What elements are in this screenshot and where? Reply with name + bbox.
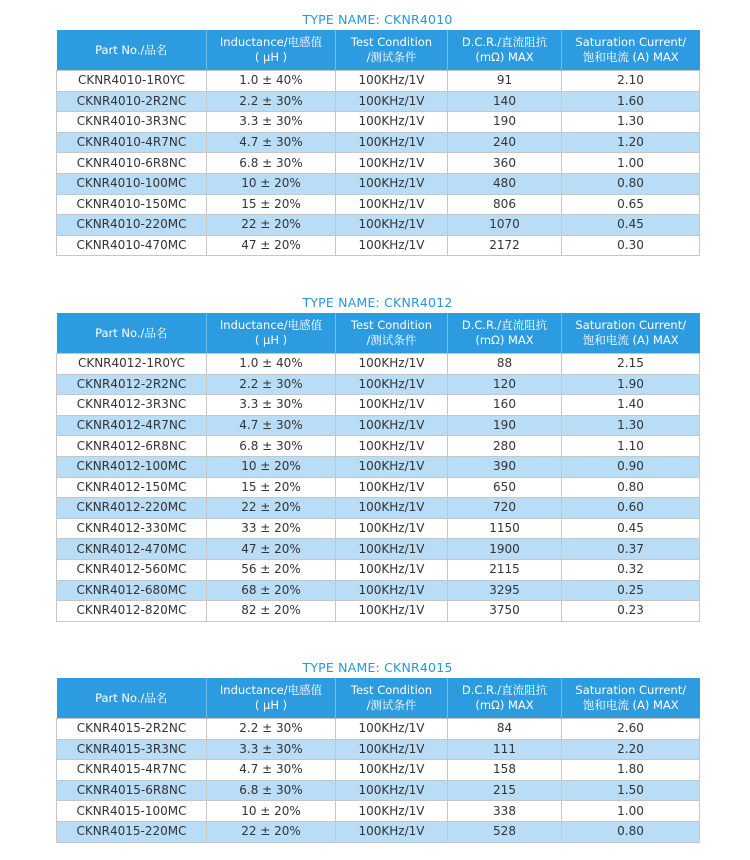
test-condition-cell: 100KHz/1V (336, 601, 448, 622)
header-test-condition-text: Test Condition (350, 683, 433, 697)
test-condition-cell: 100KHz/1V (336, 498, 448, 519)
header-part-no (57, 30, 207, 71)
test-condition-cell: 100KHz/1V (336, 760, 448, 781)
header-test-condition-text: /测试条件 (366, 50, 417, 64)
header-inductance-text: Inductance/电感值 (219, 683, 323, 697)
inductance-cell: 15 ± 20% (207, 477, 336, 498)
header-inductance-text: ( μH ) (254, 50, 288, 64)
table-row (57, 153, 700, 174)
inductance-cell: 3.3 ± 30% (207, 739, 336, 760)
inductance-cell: 2.2 ± 30% (207, 91, 336, 112)
test-condition-cell: 100KHz/1V (336, 354, 448, 375)
test-condition-cell: 100KHz/1V (336, 112, 448, 133)
part-no-cell: CKNR4012-100MC (57, 456, 207, 477)
test-condition-cell: 100KHz/1V (336, 395, 448, 416)
dcr-cell: 1070 (448, 215, 562, 236)
inductance-cell: 82 ± 20% (207, 601, 336, 622)
inductance-cell: 47 ± 20% (207, 539, 336, 560)
saturation-current-cell: 0.37 (562, 539, 700, 560)
saturation-current-cell: 0.23 (562, 601, 700, 622)
test-condition-cell: 100KHz/1V (336, 559, 448, 580)
part-no-cell: CKNR4012-220MC (57, 498, 207, 519)
part-no-cell: CKNR4015-100MC (57, 801, 207, 822)
dcr-cell: 480 (448, 173, 562, 194)
table-row (57, 374, 700, 395)
header-row (57, 30, 700, 71)
saturation-current-cell: 1.30 (562, 112, 700, 133)
part-no-cell: CKNR4010-150MC (57, 194, 207, 215)
header-test-condition-text: /测试条件 (366, 698, 417, 712)
part-no-cell: CKNR4010-1R0YC (57, 71, 207, 92)
inductance-cell: 1.0 ± 40% (207, 354, 336, 375)
saturation-current-cell: 0.90 (562, 456, 700, 477)
header-test-condition-text: Test Condition (350, 318, 433, 332)
header-inductance-text: ( μH ) (254, 333, 288, 347)
header-dcr-text: (mΩ) MAX (475, 698, 534, 712)
part-no-cell: CKNR4015-220MC (57, 821, 207, 842)
table-row (57, 235, 700, 256)
header-saturation-current-text: Saturation Current/ (575, 683, 687, 697)
dcr-cell: 280 (448, 436, 562, 457)
header-test-condition (336, 30, 448, 71)
test-condition-cell: 100KHz/1V (336, 215, 448, 236)
dcr-cell: 88 (448, 354, 562, 375)
saturation-current-cell: 0.45 (562, 518, 700, 539)
dcr-cell: 84 (448, 719, 562, 740)
saturation-current-cell: 1.30 (562, 415, 700, 436)
type-title: TYPE NAME: CKNR4010 (302, 12, 453, 27)
table-row (57, 456, 700, 477)
dcr-cell: 650 (448, 477, 562, 498)
saturation-current-cell: 1.80 (562, 760, 700, 781)
header-dcr (448, 678, 562, 719)
saturation-current-cell: 0.80 (562, 477, 700, 498)
dcr-cell: 240 (448, 132, 562, 153)
table-row (57, 821, 700, 842)
header-test-condition-text: /测试条件 (366, 333, 417, 347)
test-condition-cell: 100KHz/1V (336, 415, 448, 436)
header-dcr-text: (mΩ) MAX (475, 333, 534, 347)
table-row (57, 91, 700, 112)
table-row (57, 354, 700, 375)
table-row (57, 498, 700, 519)
table-row (57, 477, 700, 498)
inductance-cell: 22 ± 20% (207, 498, 336, 519)
inductance-cell: 22 ± 20% (207, 215, 336, 236)
part-no-cell: CKNR4012-150MC (57, 477, 207, 498)
header-part-no-text: Part No./品名 (95, 690, 168, 705)
test-condition-cell: 100KHz/1V (336, 153, 448, 174)
saturation-current-cell: 0.25 (562, 580, 700, 601)
table-row (57, 132, 700, 153)
test-condition-cell: 100KHz/1V (336, 71, 448, 92)
header-inductance (207, 313, 336, 354)
dcr-cell: 215 (448, 780, 562, 801)
dcr-cell: 1150 (448, 518, 562, 539)
dcr-cell: 111 (448, 739, 562, 760)
section-cknr4015 (56, 658, 699, 843)
header-test-condition (336, 678, 448, 719)
table-row (57, 760, 700, 781)
table-row (57, 559, 700, 580)
test-condition-cell: 100KHz/1V (336, 477, 448, 498)
spec-table (56, 678, 700, 843)
table-row (57, 71, 700, 92)
test-condition-cell: 100KHz/1V (336, 780, 448, 801)
test-condition-cell: 100KHz/1V (336, 374, 448, 395)
header-dcr (448, 313, 562, 354)
part-no-cell: CKNR4012-820MC (57, 601, 207, 622)
saturation-current-cell: 1.20 (562, 132, 700, 153)
saturation-current-cell: 0.32 (562, 559, 700, 580)
header-dcr (448, 30, 562, 71)
header-dcr-text: D.C.R./直流阻抗 (461, 683, 548, 697)
saturation-current-cell: 1.60 (562, 91, 700, 112)
part-no-cell: CKNR4010-2R2NC (57, 91, 207, 112)
dcr-cell: 91 (448, 71, 562, 92)
table-row (57, 112, 700, 133)
part-no-cell: CKNR4012-680MC (57, 580, 207, 601)
dcr-cell: 360 (448, 153, 562, 174)
part-no-cell: CKNR4010-470MC (57, 235, 207, 256)
dcr-cell: 390 (448, 456, 562, 477)
inductance-cell: 3.3 ± 30% (207, 112, 336, 133)
test-condition-cell: 100KHz/1V (336, 518, 448, 539)
test-condition-cell: 100KHz/1V (336, 132, 448, 153)
part-no-cell: CKNR4012-560MC (57, 559, 207, 580)
dcr-cell: 3295 (448, 580, 562, 601)
header-dcr-text: D.C.R./直流阻抗 (461, 35, 548, 49)
table-row (57, 194, 700, 215)
test-condition-cell: 100KHz/1V (336, 821, 448, 842)
inductance-cell: 6.8 ± 30% (207, 153, 336, 174)
saturation-current-cell: 1.00 (562, 801, 700, 822)
header-saturation-current-text: 饱和电流 (A) MAX (582, 698, 679, 712)
header-dcr-text: (mΩ) MAX (475, 50, 534, 64)
table-row (57, 739, 700, 760)
saturation-current-cell: 1.90 (562, 374, 700, 395)
part-no-cell: CKNR4015-6R8NC (57, 780, 207, 801)
dcr-cell: 190 (448, 112, 562, 133)
header-inductance (207, 678, 336, 719)
part-no-cell: CKNR4012-1R0YC (57, 354, 207, 375)
part-no-cell: CKNR4015-3R3NC (57, 739, 207, 760)
part-no-cell: CKNR4012-470MC (57, 539, 207, 560)
header-part-no-text: Part No./品名 (95, 42, 168, 57)
test-condition-cell: 100KHz/1V (336, 739, 448, 760)
test-condition-cell: 100KHz/1V (336, 539, 448, 560)
test-condition-cell: 100KHz/1V (336, 456, 448, 477)
part-no-cell: CKNR4010-100MC (57, 173, 207, 194)
table-row (57, 173, 700, 194)
saturation-current-cell: 2.15 (562, 354, 700, 375)
section-cknr4010 (56, 10, 699, 256)
part-no-cell: CKNR4015-4R7NC (57, 760, 207, 781)
type-title: TYPE NAME: CKNR4015 (302, 660, 453, 675)
dcr-cell: 190 (448, 415, 562, 436)
table-row (57, 801, 700, 822)
saturation-current-cell: 1.40 (562, 395, 700, 416)
dcr-cell: 140 (448, 91, 562, 112)
header-saturation-current (562, 313, 700, 354)
inductance-cell: 56 ± 20% (207, 559, 336, 580)
saturation-current-cell: 1.00 (562, 153, 700, 174)
table-row (57, 539, 700, 560)
inductance-cell: 2.2 ± 30% (207, 374, 336, 395)
inductance-cell: 33 ± 20% (207, 518, 336, 539)
inductance-cell: 2.2 ± 30% (207, 719, 336, 740)
dcr-cell: 2115 (448, 559, 562, 580)
test-condition-cell: 100KHz/1V (336, 801, 448, 822)
inductance-cell: 10 ± 20% (207, 173, 336, 194)
dcr-cell: 120 (448, 374, 562, 395)
header-dcr-text: D.C.R./直流阻抗 (461, 318, 548, 332)
dcr-cell: 3750 (448, 601, 562, 622)
table-row (57, 415, 700, 436)
header-test-condition-text: Test Condition (350, 35, 433, 49)
inductance-cell: 1.0 ± 40% (207, 71, 336, 92)
header-inductance-text: ( μH ) (254, 698, 288, 712)
test-condition-cell: 100KHz/1V (336, 436, 448, 457)
dcr-cell: 806 (448, 194, 562, 215)
header-saturation-current-text: 饱和电流 (A) MAX (582, 333, 679, 347)
part-no-cell: CKNR4012-3R3NC (57, 395, 207, 416)
test-condition-cell: 100KHz/1V (336, 194, 448, 215)
dcr-cell: 160 (448, 395, 562, 416)
inductance-cell: 47 ± 20% (207, 235, 336, 256)
table-row (57, 780, 700, 801)
type-title: TYPE NAME: CKNR4012 (302, 295, 453, 310)
part-no-cell: CKNR4010-4R7NC (57, 132, 207, 153)
dcr-cell: 2172 (448, 235, 562, 256)
saturation-current-cell: 2.20 (562, 739, 700, 760)
inductance-cell: 10 ± 20% (207, 801, 336, 822)
inductance-cell: 3.3 ± 30% (207, 395, 336, 416)
header-saturation-current (562, 678, 700, 719)
header-saturation-current-text: 饱和电流 (A) MAX (582, 50, 679, 64)
part-no-cell: CKNR4012-4R7NC (57, 415, 207, 436)
saturation-current-cell: 0.30 (562, 235, 700, 256)
spec-table (56, 30, 700, 256)
header-saturation-current-text: Saturation Current/ (575, 318, 687, 332)
header-row (57, 313, 700, 354)
inductance-cell: 4.7 ± 30% (207, 760, 336, 781)
saturation-current-cell: 2.60 (562, 719, 700, 740)
header-saturation-current-text: Saturation Current/ (575, 35, 687, 49)
dcr-cell: 1900 (448, 539, 562, 560)
test-condition-cell: 100KHz/1V (336, 173, 448, 194)
part-no-cell: CKNR4010-220MC (57, 215, 207, 236)
part-no-cell: CKNR4010-3R3NC (57, 112, 207, 133)
section-cknr4012 (56, 293, 699, 622)
saturation-current-cell: 1.50 (562, 780, 700, 801)
header-row (57, 678, 700, 719)
saturation-current-cell: 2.10 (562, 71, 700, 92)
spec-table (56, 313, 700, 622)
header-part-no (57, 678, 207, 719)
test-condition-cell: 100KHz/1V (336, 91, 448, 112)
inductance-cell: 15 ± 20% (207, 194, 336, 215)
inductance-cell: 68 ± 20% (207, 580, 336, 601)
table-row (57, 518, 700, 539)
inductance-cell: 4.7 ± 30% (207, 132, 336, 153)
table-row (57, 436, 700, 457)
part-no-cell: CKNR4010-6R8NC (57, 153, 207, 174)
saturation-current-cell: 0.80 (562, 173, 700, 194)
header-part-no (57, 313, 207, 354)
inductance-cell: 4.7 ± 30% (207, 415, 336, 436)
dcr-cell: 528 (448, 821, 562, 842)
saturation-current-cell: 0.60 (562, 498, 700, 519)
part-no-cell: CKNR4012-6R8NC (57, 436, 207, 457)
table-row (57, 601, 700, 622)
saturation-current-cell: 0.45 (562, 215, 700, 236)
table-row (57, 719, 700, 740)
dcr-cell: 338 (448, 801, 562, 822)
inductance-cell: 22 ± 20% (207, 821, 336, 842)
dcr-cell: 158 (448, 760, 562, 781)
test-condition-cell: 100KHz/1V (336, 580, 448, 601)
saturation-current-cell: 0.80 (562, 821, 700, 842)
inductance-cell: 10 ± 20% (207, 456, 336, 477)
table-row (57, 580, 700, 601)
test-condition-cell: 100KHz/1V (336, 235, 448, 256)
dcr-cell: 720 (448, 498, 562, 519)
table-row (57, 395, 700, 416)
header-inductance (207, 30, 336, 71)
inductance-cell: 6.8 ± 30% (207, 436, 336, 457)
part-no-cell: CKNR4015-2R2NC (57, 719, 207, 740)
header-test-condition (336, 313, 448, 354)
header-inductance-text: Inductance/电感值 (219, 318, 323, 332)
saturation-current-cell: 1.10 (562, 436, 700, 457)
part-no-cell: CKNR4012-2R2NC (57, 374, 207, 395)
test-condition-cell: 100KHz/1V (336, 719, 448, 740)
header-inductance-text: Inductance/电感值 (219, 35, 323, 49)
header-saturation-current (562, 30, 700, 71)
header-part-no-text: Part No./品名 (95, 325, 168, 340)
table-row (57, 215, 700, 236)
part-no-cell: CKNR4012-330MC (57, 518, 207, 539)
saturation-current-cell: 0.65 (562, 194, 700, 215)
inductance-cell: 6.8 ± 30% (207, 780, 336, 801)
